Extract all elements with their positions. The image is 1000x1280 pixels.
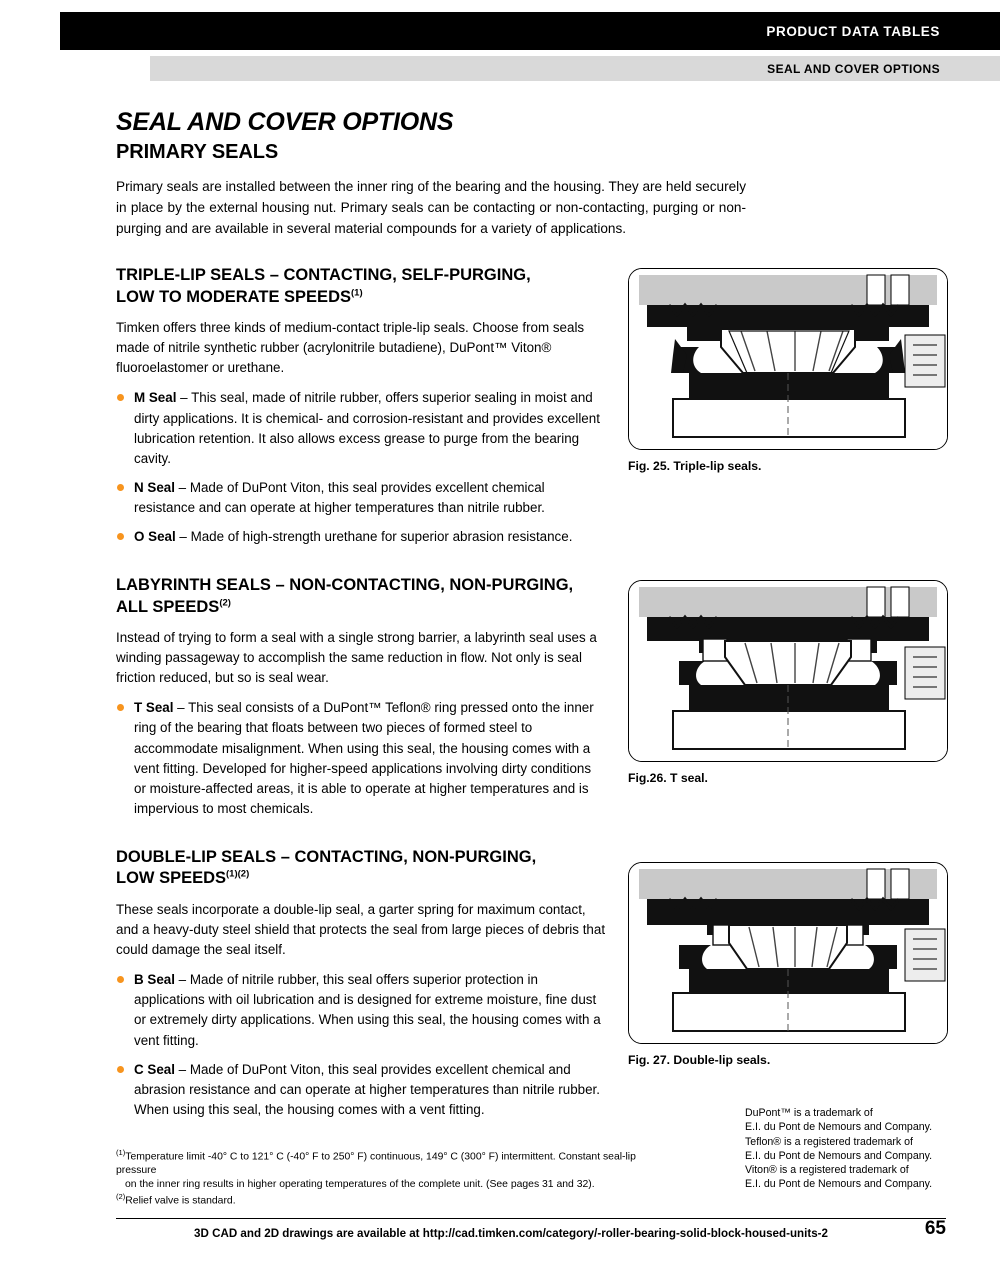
section-heading: [116, 847, 606, 890]
trademark-line: DuPont™ is a trademark of: [745, 1107, 873, 1119]
t-seal-cross-section-diagram: [629, 581, 947, 761]
list-item: [116, 1060, 606, 1120]
bullet-text: – Made of DuPont Viton, this seal provides excellent chemical resistance and can operate at higher temperatures than nitrile rubber.: [134, 479, 545, 515]
figure-image: [628, 268, 948, 450]
section-heading-line2: LOW TO MODERATE SPEEDS: [116, 287, 351, 306]
figure-triple-lip-seals: [628, 268, 948, 473]
page-number: 65: [924, 1218, 946, 1239]
section-body: Instead of trying to form a seal with a single strong barrier, a labyrinth seal uses a winding passageway to accomplish the same reduction in flow. Not only is seal friction reduced, but so is seal wear.: [116, 630, 597, 686]
footnote-text: Temperature limit -40° C to 121° C (-40° F to 250° F) continuous, 149° C (300° F) intermittent. Constant seal-lip pressure: [116, 1151, 636, 1177]
trademark-line: E.I. du Pont de Nemours and Company.: [745, 1178, 933, 1191]
footnotes: [116, 1148, 676, 1208]
triple-lip-seal-cross-section-diagram: [629, 269, 947, 449]
bullet-text: – Made of high-strength urethane for superior abrasion resistance.: [175, 529, 573, 545]
intro-paragraph: Primary seals are installed between the inner ring of the bearing and the housing. They are held securely in place by the external housing nut. Primary seals can be contacting or non-contacting, purging or non-purging and are available in several material compounds for a variety of applications.: [116, 179, 746, 237]
header-gray-bar: [150, 56, 1000, 81]
section-heading-line1: DOUBLE-LIP SEALS – CONTACTING, NON-PURGING,: [116, 848, 537, 867]
bullet-list: [116, 970, 606, 1120]
section-heading-footnote-ref: (1): [351, 287, 363, 299]
section-body: These seals incorporate a double-lip seal, a garter spring for maximum contact, and a heavy-duty steel shield that protects the seal from large pieces of debris that could damage the seal itself.: [116, 901, 606, 958]
list-item: [116, 478, 606, 518]
section-heading-footnote-ref: (1)(2): [226, 868, 250, 880]
header-title: PRODUCT DATA TABLES: [766, 24, 940, 39]
section-heading: [116, 575, 606, 618]
figure-double-lip-seals: [628, 862, 948, 1067]
figure-caption: Fig.26. T seal.: [628, 771, 708, 785]
bullet-list: [116, 388, 606, 547]
trademark-line: E.I. du Pont de Nemours and Company.: [745, 1149, 933, 1162]
footnote-marker: (1): [116, 1148, 126, 1157]
header-subtitle: SEAL AND COVER OPTIONS: [767, 62, 940, 76]
bullet-term: B Seal: [134, 972, 175, 988]
page-title: SEAL AND COVER OPTIONS: [116, 108, 454, 136]
figure-image: [628, 862, 948, 1044]
bullet-text: – This seal, made of nitrile rubber, offers superior sealing in moist and dirty applications. It is chemical- and corrosion-resistant and provides excellent lubrication retention. It also allows excess grease to purge from the bearing cavity.: [134, 390, 600, 466]
section-heading: [116, 265, 606, 308]
list-item: [116, 527, 606, 547]
bullet-list: [116, 698, 606, 819]
bullet-term: M Seal: [134, 390, 177, 406]
figure-image: [628, 580, 948, 762]
bullet-text: – This seal consists of a DuPont™ Teflon® ring pressed onto the inner ring of the bearing that floats between two pieces of formed steel to accommodate misalignment. When using this seal, the housing comes with a vent fitting. Developed for higher-speed applications involving dirty conditions or moisture-affected areas, it is able to operate at higher temperatures and is impervious to most chemicals.: [134, 700, 594, 816]
footnote-2: [116, 1192, 676, 1208]
figure-t-seal: [628, 580, 948, 785]
header-black-bar: [60, 12, 1000, 50]
trademark-line: E.I. du Pont de Nemours and Company.: [745, 1121, 933, 1134]
footnote-1: [116, 1148, 676, 1192]
section-double-lip: [116, 847, 606, 1120]
bullet-term: N Seal: [134, 479, 175, 495]
bullet-term: T Seal: [134, 700, 174, 716]
section-heading-line1: TRIPLE-LIP SEALS – CONTACTING, SELF-PURGING,: [116, 266, 531, 285]
section-heading-line2: ALL SPEEDS: [116, 597, 220, 616]
footer-divider: [116, 1218, 946, 1219]
footnote-marker: (2): [116, 1191, 126, 1201]
section-heading-line1: LABYRINTH SEALS – NON-CONTACTING, NON-PURGING,: [116, 576, 574, 595]
section-labyrinth: [116, 575, 606, 819]
section-body: Timken offers three kinds of medium-contact triple-lip seals. Choose from seals made of nitrile synthetic rubber (acrylonitrile butadiene), DuPont™ Viton® fluoroelastomer or urethane.: [116, 320, 585, 376]
list-item: [116, 970, 606, 1050]
bullet-term: O Seal: [134, 529, 176, 545]
footnote-text-cont: on the inner ring results in higher operating temperatures of the complete unit. (See pages 31 and 32).: [125, 1179, 595, 1191]
double-lip-seal-cross-section-diagram: [629, 863, 947, 1043]
bullet-text: – Made of nitrile rubber, this seal offers superior protection in applications with oil lubrication and is designed for extreme moisture, fine dust or extremely dirty applications. When using this seal, the housing comes with a vent fitting.: [134, 972, 601, 1048]
trademark-notice: [745, 1106, 975, 1192]
section-heading-footnote-ref: (2): [219, 597, 231, 609]
section-heading-line2: LOW SPEEDS: [116, 869, 227, 888]
bullet-term: C Seal: [134, 1061, 175, 1077]
figure-caption: Fig. 27. Double-lip seals.: [628, 1053, 771, 1067]
page-subtitle: PRIMARY SEALS: [116, 141, 279, 163]
trademark-line: Teflon® is a registered trademark of: [745, 1135, 913, 1148]
bullet-text: – Made of DuPont Viton, this seal provides excellent chemical and abrasion resistance and can operate at higher temperatures than nitrile rubber. When using this seal, the housing comes with a vent fitting.: [134, 1061, 600, 1117]
trademark-line: Viton® is a registered trademark of: [745, 1164, 909, 1177]
figure-caption: Fig. 25. Triple-lip seals.: [628, 459, 762, 473]
section-triple-lip: [116, 265, 606, 547]
list-item: [116, 388, 606, 468]
footnote-text: Relief valve is standard.: [125, 1195, 236, 1207]
footer-note: 3D CAD and 2D drawings are available at http://cad.timken.com/category/-roller-bearing-solid-block-housed-units-2: [194, 1227, 828, 1240]
list-item: [116, 698, 606, 819]
